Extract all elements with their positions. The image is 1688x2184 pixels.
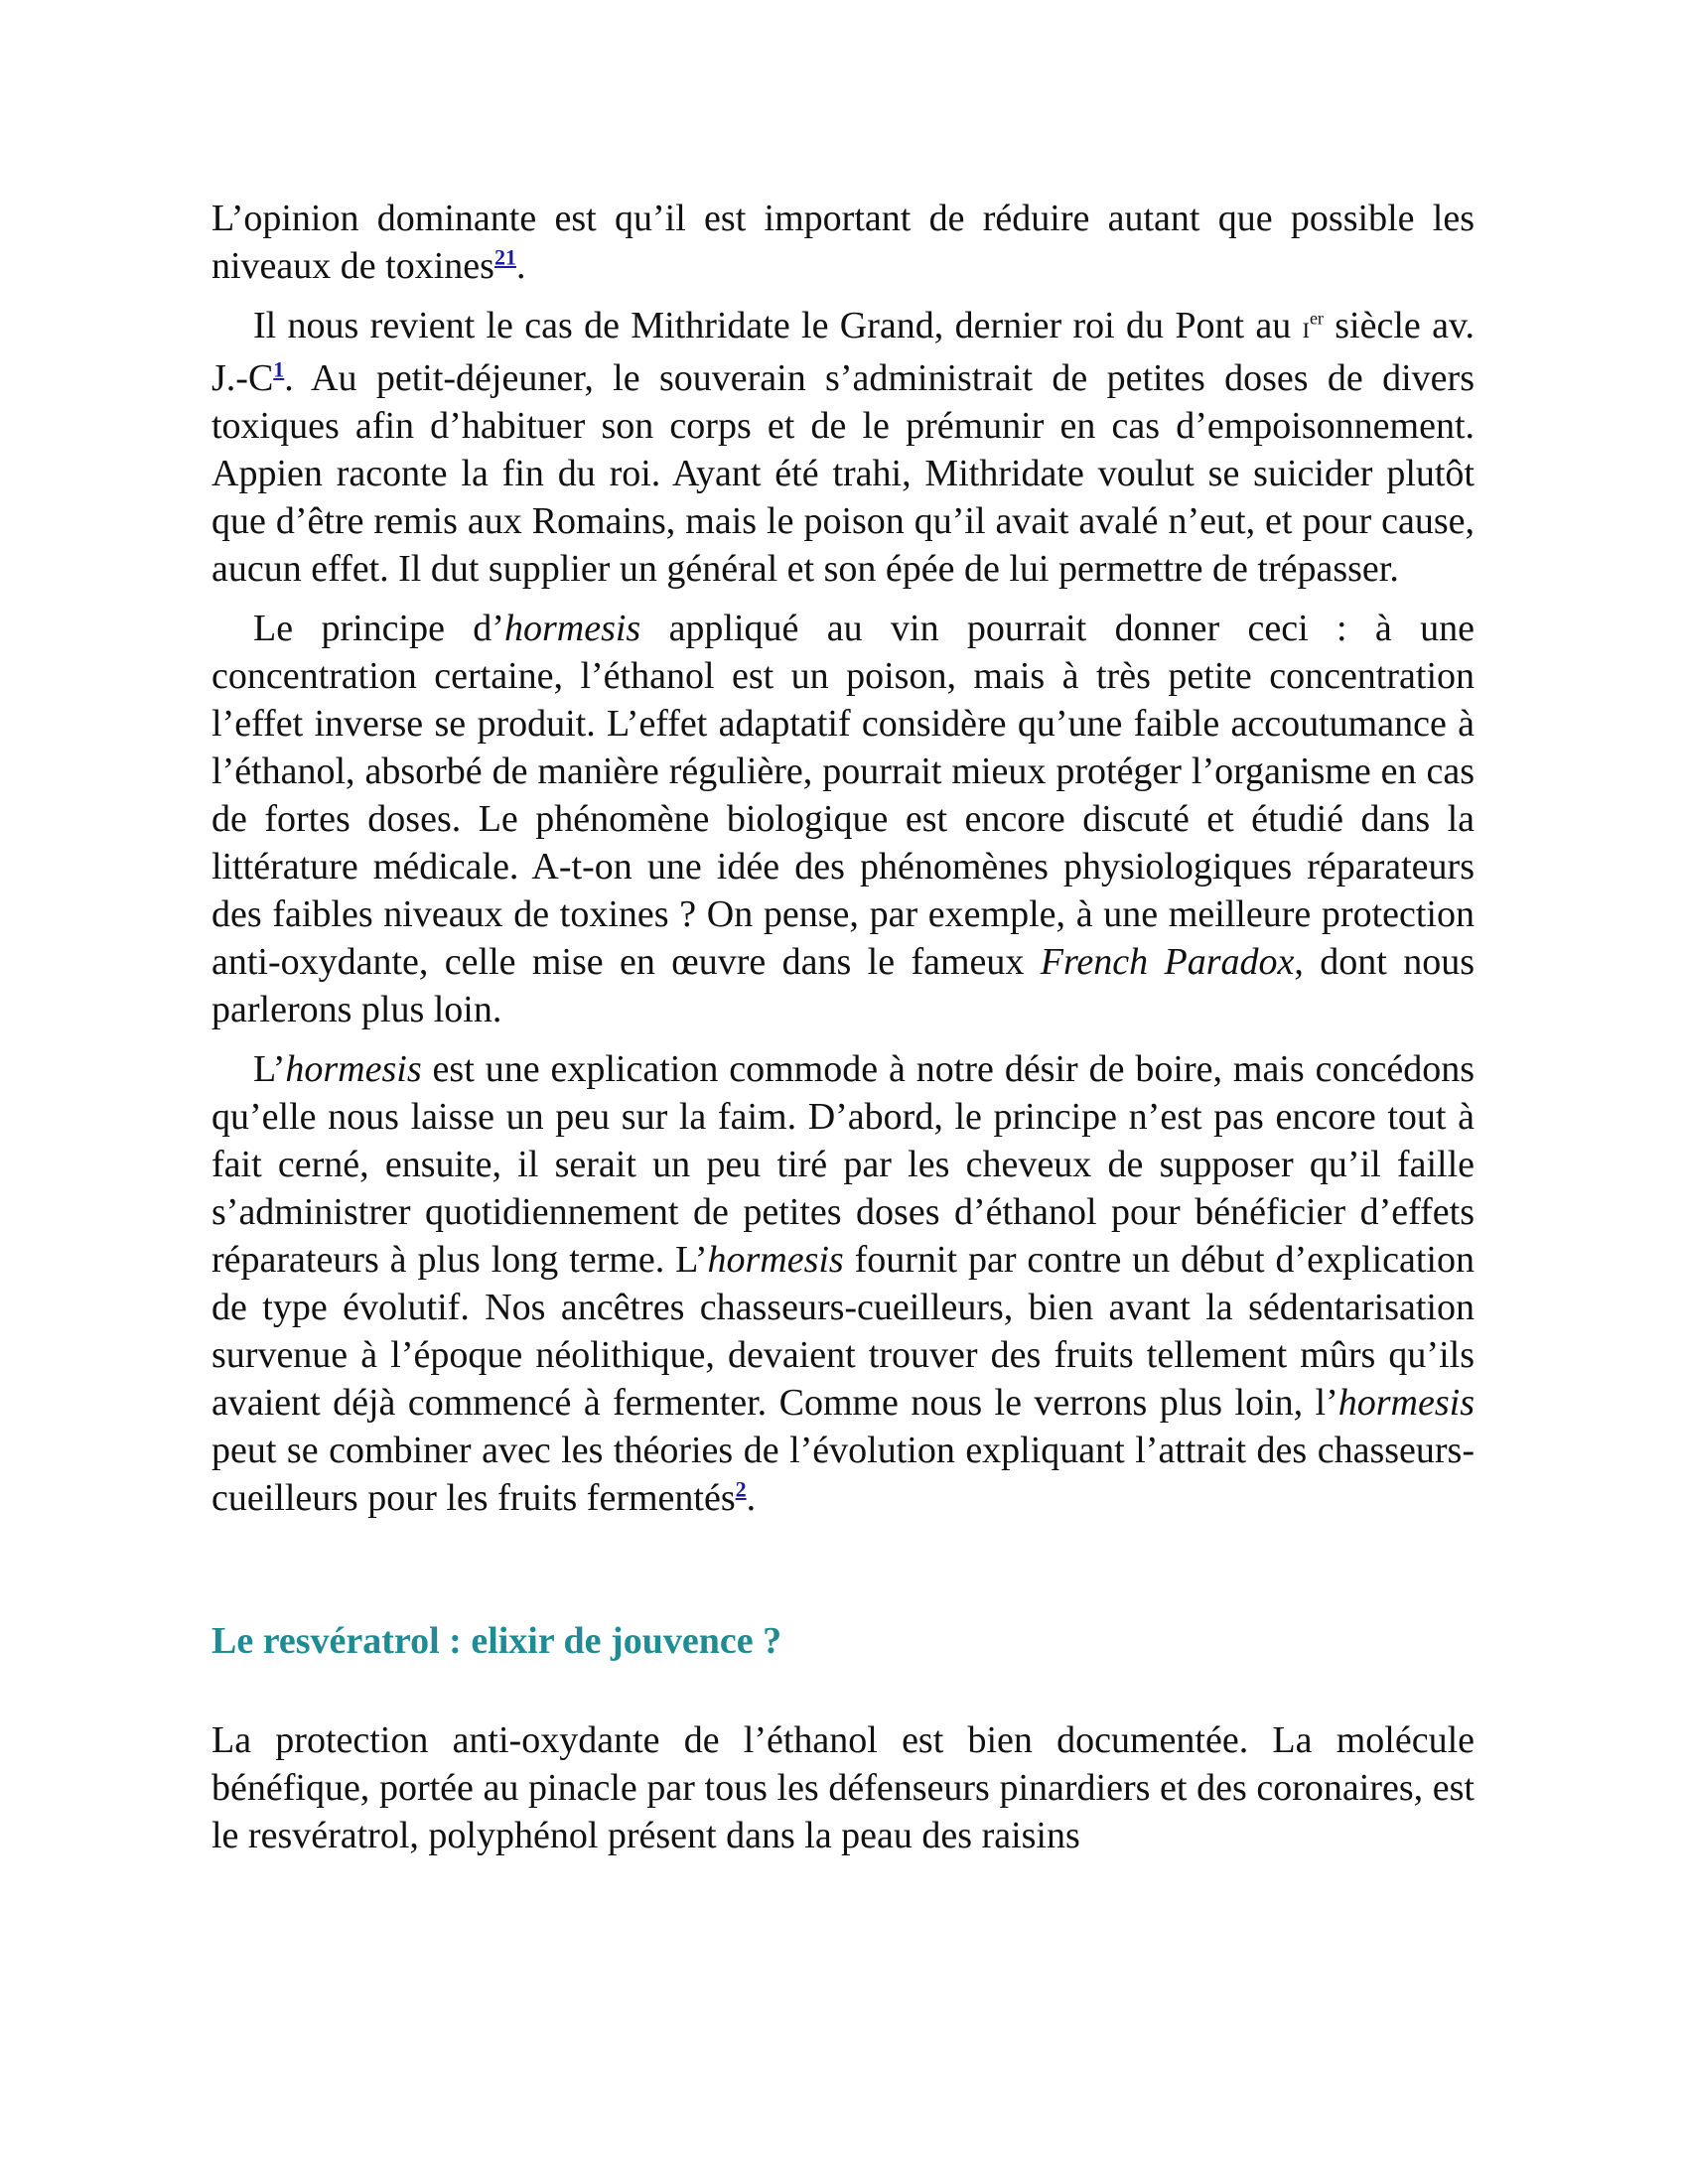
section-heading: Le resvératrol : elixir de jouvence ?	[211, 1620, 782, 1662]
paragraph-text: L’opinion dominante est qu’il est important de réduire autant que possible les niveaux de toxines	[211, 198, 1475, 287]
italic-term: hormesis	[1337, 1382, 1475, 1424]
paragraph-text: siècle av. J.-C	[211, 305, 1475, 399]
paragraph-end: .	[515, 245, 526, 287]
paragraph-text: fournit par contre un début d’explication de type évolutif. Nos ancêtres chasseurs-cueilleurs, bien avant la sédentarisation survenue à l’époque néolithique, devaient trouver des fruits tellement mûrs qu’ils avaient déjà commencé à fermenter. Comme nous le verrons plus loin, l’	[211, 1239, 1475, 1424]
footnote-link-21[interactable]: 21	[493, 244, 516, 270]
italic-term: hormesis	[285, 1048, 422, 1090]
paragraph-text: appliqué au vin pourrait donner ceci : à une concentration certaine, l’éthanol est un poison, mais à très petite concentration l’effet inverse se produit. L’effet adaptatif considère qu’une faible accoutumance à l’éthanol, absorbé de manière régulière, pourrait mieux protéger l’organisme en cas de fortes doses. Le phénomène biologique est encore discuté et étudié dans la littérature médicale. A-t-on une idée des phénomènes physiologiques réparateurs des faibles niveaux de toxines ? On pense, par exemple, à une meilleure protection anti-oxydante, celle mise en œuvre dans le fameux	[211, 608, 1476, 983]
italic-term: hormesis	[707, 1239, 844, 1281]
ordinal-superscript: er	[1309, 308, 1324, 329]
paragraph-text: est une explication commode à notre désir de boire, mais concédons qu’elle nous laisse un peu sur la faim. D’abord, le principe n’est pas encore tout à fait cerné, ensuite, il serait un peu tiré par les cheveux de supposer qu’il faille s’administrer quotidiennement de petites doses d’éthanol pour bénéficier d’effets réparateurs à plus long terme. L’	[211, 1048, 1475, 1281]
italic-term: hormesis	[503, 608, 641, 649]
paragraph-text: peut se combiner avec les théories de l’évolution expliquant l’attrait des chasseurs-cueilleurs pour les fruits fermentés	[211, 1430, 1475, 1519]
paragraph-end: .	[746, 1477, 757, 1519]
footnote-link-2[interactable]: 2	[735, 1476, 747, 1502]
paragraph-resveratrol	[211, 1716, 1475, 1859]
page-body	[211, 195, 1475, 1859]
paragraph-text: L’	[253, 1048, 286, 1090]
paragraph-opinion	[211, 195, 1475, 290]
paragraph-mithridate	[211, 302, 1475, 593]
paragraph-text: Le principe d’	[253, 608, 504, 649]
paragraph-hormesis-principle	[211, 605, 1475, 1033]
paragraph-text: Il nous revient le cas de Mithridate le Grand, dernier roi du Pont au	[253, 305, 1303, 346]
paragraph-hormesis-explanation	[211, 1045, 1475, 1522]
footnote-link-1[interactable]: 1	[273, 356, 285, 382]
paragraph-text: . Au petit-déjeuner, le souverain s’administrait de petites doses de divers toxiques afin d’habituer son corps et de le prémunir en cas d’empoisonnement. Appien raconte la fin du roi. Ayant été trahi, Mithridate voulut se suicider plutôt que d’être remis aux Romains, mais le poison qu’il avait avalé n’eut, et pour cause, aucun effet. Il dut supplier un général et son épée de lui permettre de trépasser.	[211, 357, 1475, 590]
ordinal-number: I	[1302, 318, 1310, 342]
paragraph-text: , dont nous parlerons plus loin.	[211, 941, 1475, 1030]
italic-term: French Paradox	[1040, 941, 1295, 983]
paragraph-text: La protection anti-oxydante de l’éthanol est bien documentée. La molécule bénéfique, portée au pinacle par tous les défenseurs pinardiers et des coronaires, est le resvératrol, polyphénol présent dans la peau des raisins	[211, 1719, 1475, 1856]
